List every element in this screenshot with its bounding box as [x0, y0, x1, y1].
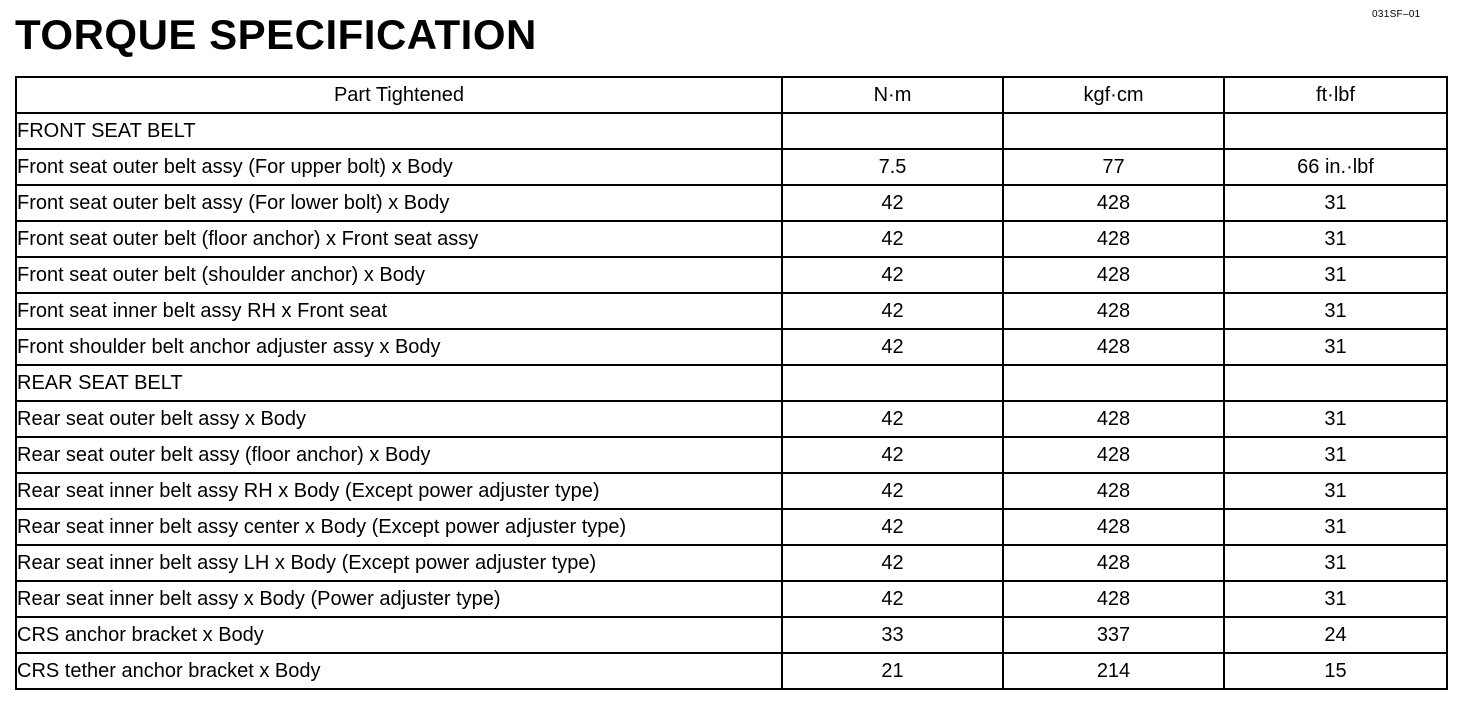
part-tightened-cell: Front seat outer belt (floor anchor) x Front seat assy [16, 221, 782, 257]
kgf-cm-cell: 214 [1003, 653, 1224, 689]
nm-cell: 42 [782, 185, 1003, 221]
kgf-cm-cell: 428 [1003, 437, 1224, 473]
nm-cell: 42 [782, 509, 1003, 545]
ft-lbf-cell: 31 [1224, 329, 1447, 365]
part-tightened-cell: Front seat outer belt (shoulder anchor) x Body [16, 257, 782, 293]
nm-cell: 21 [782, 653, 1003, 689]
table-row [16, 437, 1447, 473]
table-row [16, 545, 1447, 581]
part-tightened-cell: Front seat outer belt assy (For upper bolt) x Body [16, 149, 782, 185]
ft-lbf-cell: 31 [1224, 509, 1447, 545]
ft-lbf-cell: 66 in.·lbf [1224, 149, 1447, 185]
kgf-cm-cell: 77 [1003, 149, 1224, 185]
kgf-cm-cell: 428 [1003, 221, 1224, 257]
ft-lbf-cell: 31 [1224, 581, 1447, 617]
part-tightened-cell: Rear seat outer belt assy x Body [16, 401, 782, 437]
section-label: FRONT SEAT BELT [16, 113, 782, 149]
kgf-cm-cell: 428 [1003, 257, 1224, 293]
ft-lbf-cell: 15 [1224, 653, 1447, 689]
nm-cell: 42 [782, 257, 1003, 293]
kgf-cm-cell: 337 [1003, 617, 1224, 653]
kgf-cm-cell: 428 [1003, 293, 1224, 329]
nm-cell: 42 [782, 437, 1003, 473]
kgf-cm-cell: 428 [1003, 185, 1224, 221]
table-row [16, 617, 1447, 653]
nm-cell: 42 [782, 473, 1003, 509]
document-code: 031SF–01 [1372, 9, 1421, 20]
part-tightened-cell: Front seat outer belt assy (For lower bolt) x Body [16, 185, 782, 221]
torque-spec-table [15, 76, 1448, 690]
table-row [16, 473, 1447, 509]
nm-cell: 42 [782, 401, 1003, 437]
header-nm: N·m [782, 77, 1003, 113]
part-tightened-cell: CRS anchor bracket x Body [16, 617, 782, 653]
nm-cell: 42 [782, 545, 1003, 581]
header-part-tightened: Part Tightened [16, 77, 782, 113]
table-row [16, 221, 1447, 257]
section-row-rear-seat-belt [16, 365, 1447, 401]
part-tightened-cell: Rear seat outer belt assy (floor anchor) x Body [16, 437, 782, 473]
empty-cell [782, 365, 1003, 401]
ft-lbf-cell: 31 [1224, 257, 1447, 293]
table-row [16, 581, 1447, 617]
kgf-cm-cell: 428 [1003, 509, 1224, 545]
ft-lbf-cell: 31 [1224, 293, 1447, 329]
part-tightened-cell: Rear seat inner belt assy x Body (Power adjuster type) [16, 581, 782, 617]
table-row [16, 257, 1447, 293]
kgf-cm-cell: 428 [1003, 401, 1224, 437]
nm-cell: 33 [782, 617, 1003, 653]
ft-lbf-cell: 31 [1224, 401, 1447, 437]
section-row-front-seat-belt [16, 113, 1447, 149]
empty-cell [782, 113, 1003, 149]
ft-lbf-cell: 31 [1224, 437, 1447, 473]
table-row [16, 293, 1447, 329]
nm-cell: 42 [782, 293, 1003, 329]
table-row [16, 509, 1447, 545]
empty-cell [1003, 113, 1224, 149]
table-row [16, 329, 1447, 365]
page-title: TORQUE SPECIFICATION [15, 11, 537, 58]
header-kgf-cm: kgf·cm [1003, 77, 1224, 113]
part-tightened-cell: Rear seat inner belt assy center x Body (Except power adjuster type) [16, 509, 782, 545]
ft-lbf-cell: 31 [1224, 545, 1447, 581]
part-tightened-cell: Front seat inner belt assy RH x Front seat [16, 293, 782, 329]
kgf-cm-cell: 428 [1003, 473, 1224, 509]
table-row [16, 185, 1447, 221]
nm-cell: 42 [782, 221, 1003, 257]
part-tightened-cell: Rear seat inner belt assy LH x Body (Except power adjuster type) [16, 545, 782, 581]
nm-cell: 42 [782, 329, 1003, 365]
nm-cell: 7.5 [782, 149, 1003, 185]
part-tightened-cell: CRS tether anchor bracket x Body [16, 653, 782, 689]
ft-lbf-cell: 24 [1224, 617, 1447, 653]
table-row [16, 401, 1447, 437]
part-tightened-cell: Front shoulder belt anchor adjuster assy x Body [16, 329, 782, 365]
table-row [16, 149, 1447, 185]
empty-cell [1224, 113, 1447, 149]
part-tightened-cell: Rear seat inner belt assy RH x Body (Except power adjuster type) [16, 473, 782, 509]
kgf-cm-cell: 428 [1003, 581, 1224, 617]
nm-cell: 42 [782, 581, 1003, 617]
empty-cell [1003, 365, 1224, 401]
table-row [16, 653, 1447, 689]
ft-lbf-cell: 31 [1224, 185, 1447, 221]
empty-cell [1224, 365, 1447, 401]
ft-lbf-cell: 31 [1224, 221, 1447, 257]
section-label: REAR SEAT BELT [16, 365, 782, 401]
ft-lbf-cell: 31 [1224, 473, 1447, 509]
kgf-cm-cell: 428 [1003, 545, 1224, 581]
kgf-cm-cell: 428 [1003, 329, 1224, 365]
header-ft-lbf: ft·lbf [1224, 77, 1447, 113]
table-header-row [16, 77, 1447, 113]
